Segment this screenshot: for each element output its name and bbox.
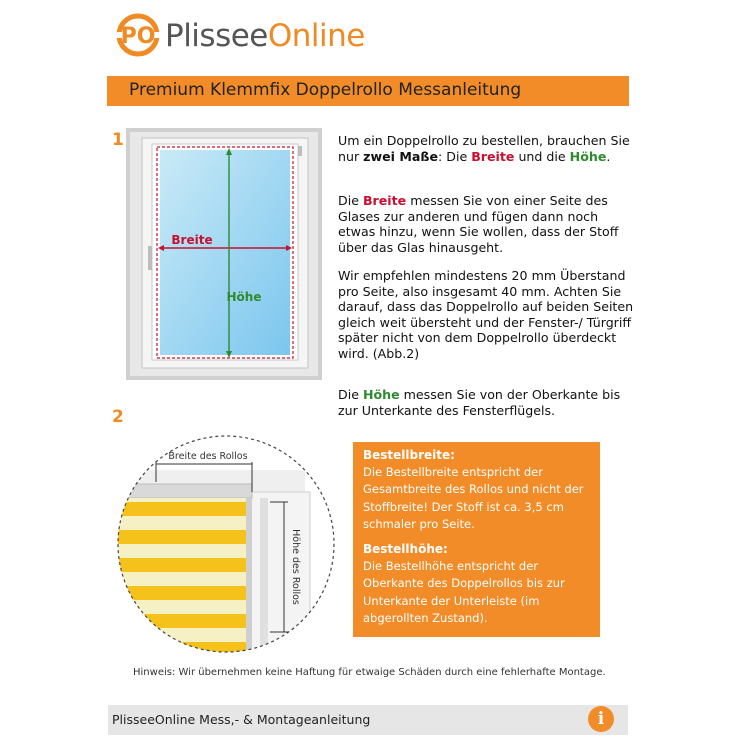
paragraph-intro: Um ein Doppelrollo zu bestellen, brauchen Sie nur zwei Maße: Die Breite und die Höhe.: [338, 133, 630, 164]
page-title: Premium Klemmfix Doppelrollo Messanleitung: [129, 80, 522, 100]
paragraph-width: Die Breite messen Sie von einer Seite des Glases zur anderen und fügen dann noch etwas hinzu, wenn Sie wollen, dass der Stoff über das Glas hinausgeht.: [338, 193, 619, 255]
info-icon[interactable]: i: [588, 706, 614, 732]
paragraph-recommendation: Wir empfehlen mindestens 20 mm Überstand pro Seite, also insgesamt 40 mm. Achten Sie darauf, dass das Doppelrollo auf beiden Seiten gleich weit übersteht und der Fenster-/ Türgriff später nicht von dem Doppelrollo überdeckt wird. (Abb.2): [338, 268, 634, 361]
liability-note: Hinweis: Wir übernehmen keine Haftung für etwaige Schäden durch eine fehlerhafte Montage.: [133, 667, 606, 678]
step-number-1: 1: [112, 130, 124, 150]
order-width-text: Die Bestellbreite entspricht der Gesamtbreite des Rollos und nicht der Stoffbreite! Der Stoff ist ca. 3,5 cm schmaler pro Seite.: [363, 465, 584, 532]
width-label: Breite: [171, 233, 213, 247]
title-banner: [107, 76, 629, 106]
blind-height-label: Höhe des Rollos: [290, 529, 301, 605]
order-height-text: Die Bestellhöhe entspricht der Oberkante des Doppelrollos bis zur Unterkante der Unterleiste (im abgerollten Zustand).: [363, 559, 565, 626]
step-number-2: 2: [112, 407, 124, 427]
roller-blind-detail-illustration: [110, 432, 345, 657]
window-illustration: [126, 128, 322, 380]
blind-width-label: Breite des Rollos: [168, 451, 248, 462]
order-size-info-box: [353, 442, 600, 637]
height-label: Höhe: [226, 290, 262, 304]
footer-bar: [108, 705, 628, 735]
order-width-heading: Bestellbreite:: [363, 448, 455, 462]
logo-mark: PO: [120, 24, 156, 49]
footer-title: PlisseeOnline Mess,- & Montageanleitung: [112, 712, 371, 727]
order-height-heading: Bestellhöhe:: [363, 542, 448, 556]
paragraph-height: Die Höhe messen Sie von der Oberkante bis zur Unterkante des Fensterflügels.: [338, 387, 621, 418]
logo-wordmark: PlisseeOnline: [165, 18, 365, 54]
